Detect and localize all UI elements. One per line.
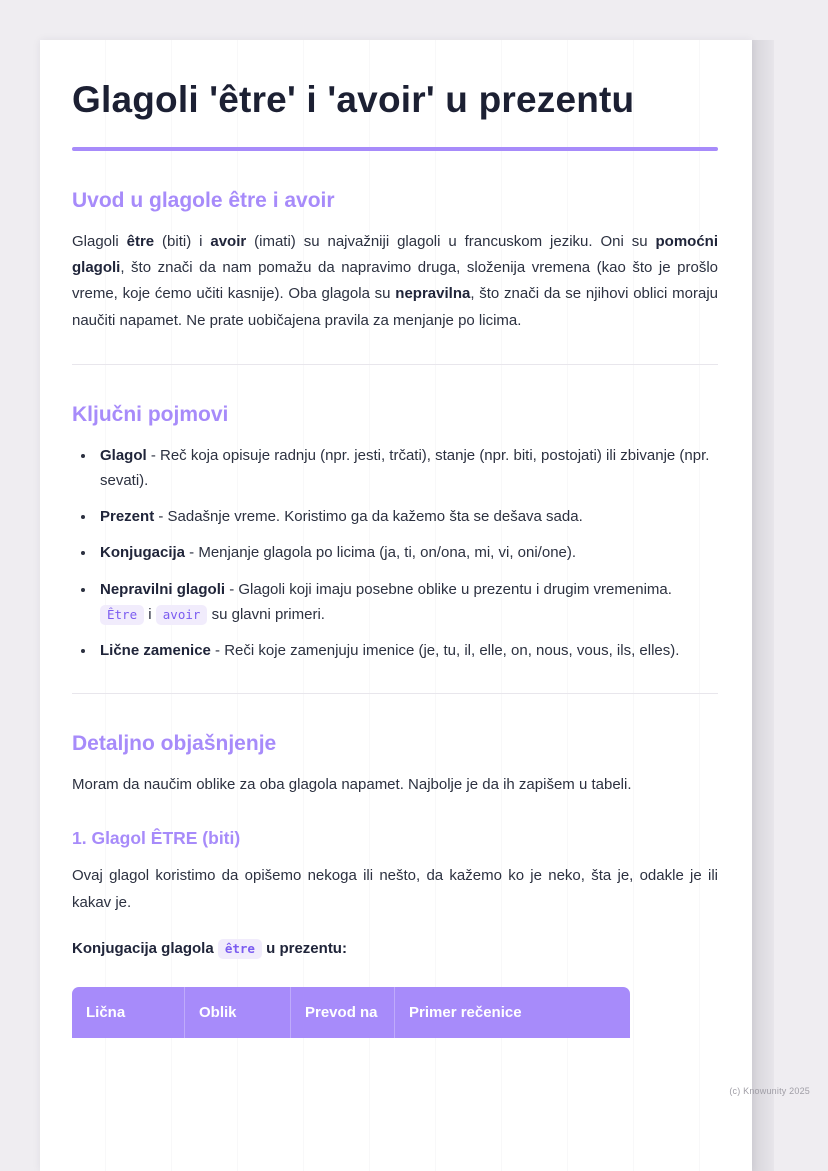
section-heading-key-terms: Ključni pojmovi: [72, 402, 229, 426]
table-header-licna: Lična: [72, 987, 184, 1038]
text-run-bold: Konjugacija glagola: [72, 939, 218, 957]
table-header-primer: Primer rečenice: [394, 987, 630, 1038]
code-chip-etre: Être: [100, 605, 144, 625]
list-item-nepravilni-glagoli: [96, 577, 718, 627]
text-run: Glagoli: [72, 232, 127, 250]
term-definition: - Menjanje glagola po licima (ja, ti, on/ona, mi, vi, oni/one).: [185, 544, 577, 562]
list-item-glagol: [96, 443, 718, 493]
sub-heading-etre: 1. Glagol ÊTRE (biti): [72, 828, 241, 849]
term-definition: - Reč koja opisuje radnju (npr. jesti, trčati), stanje (npr. biti, postojati) ili zbivanje (npr. sevati).: [100, 446, 710, 490]
text-run-bold: être: [126, 232, 155, 250]
table-header-row: [72, 987, 630, 1038]
text-run-bold: avoir: [210, 232, 247, 250]
text-run: , što znači da se njihovi oblici moraju naučiti napamet. Ne prate uobičajena pravila za menjanje po licima.: [72, 285, 718, 329]
table-header-prevod: Prevod na: [290, 987, 394, 1038]
title-underline-rule: [72, 147, 718, 151]
section-divider: [72, 693, 718, 694]
intro-paragraph: [72, 229, 718, 334]
list-item-licne-zamenice: [96, 638, 718, 663]
term-label: Lične zamenice: [100, 641, 211, 659]
key-terms-list: [72, 443, 718, 663]
list-item-prezent: [96, 504, 718, 529]
term-definition: - Glagoli koji imaju posebne oblike u prezentu i drugim vremenima.: [225, 580, 672, 598]
page-edge-shadow: [750, 40, 774, 1171]
text-run: , što znači da nam pomažu da napravimo druga, složenija vremena (kao što je prošlo vreme, koje ćemo učiti kasnije). Oba glagola su: [72, 259, 718, 303]
knowunity-watermark: (c) Knowunity 2025: [729, 1086, 810, 1096]
table-header-oblik: Oblik: [184, 987, 290, 1038]
code-chip-avoir: avoir: [156, 605, 208, 625]
term-label: Prezent: [100, 508, 155, 526]
term-definition: i: [144, 605, 156, 623]
section-heading-intro: Uvod u glagole être i avoir: [72, 188, 335, 212]
list-item-konjugacija: [96, 540, 718, 565]
term-definition: - Sadašnje vreme. Koristimo ga da kažemo šta se dešava sada.: [154, 508, 583, 526]
text-run-bold: u prezentu:: [261, 939, 347, 957]
code-chip-etre-inline: être: [218, 939, 262, 959]
term-definition: - Reči koje zamenjuju imenice (je, tu, il, elle, on, nous, vous, ils, elles).: [210, 641, 680, 659]
document-content: [40, 40, 752, 1038]
term-definition: su glavni primeri.: [207, 605, 325, 623]
term-label: Nepravilni glagoli: [100, 580, 226, 598]
text-run-bold: pomoćni glagoli: [72, 232, 718, 277]
text-run: (biti) i: [154, 232, 211, 250]
term-label: Glagol: [100, 446, 147, 464]
term-label: Konjugacija: [100, 544, 186, 562]
etre-paragraph: Ovaj glagol koristimo da opišemo nekoga ili nešto, da kažemo ko je neko, šta je, odakle je ili kakav je.: [72, 867, 718, 911]
explanation-paragraph: Moram da naučim oblike za oba glagola napamet. Najbolje je da ih zapišem u tabeli.: [72, 776, 632, 794]
section-heading-explanation: Detaljno objašnjenje: [72, 732, 277, 756]
conjugation-table: [72, 987, 630, 1038]
section-divider: [72, 364, 718, 365]
page-title: Glagoli 'être' i 'avoir' u prezentu: [72, 79, 635, 120]
text-run-bold: nepravilna: [395, 285, 471, 303]
document-page: [40, 40, 752, 1171]
text-run: (imati) su najvažniji glagoli u francuskom jeziku. Oni su: [246, 232, 656, 250]
conjugation-label-line: [72, 940, 718, 957]
